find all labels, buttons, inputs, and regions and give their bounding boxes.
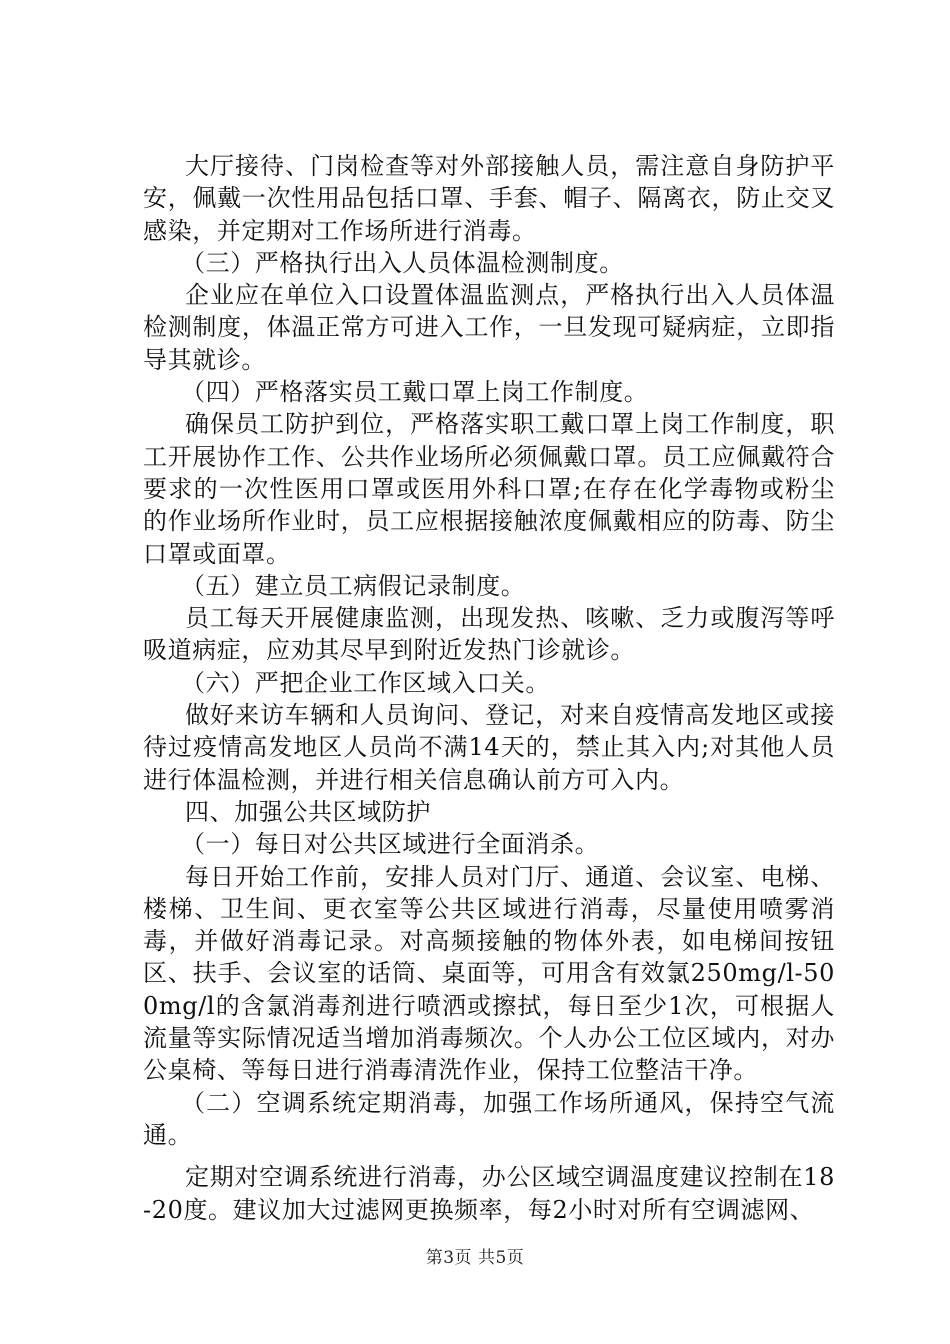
heading-temperature-check: （三）严格执行出入人员体温检测制度。 [181, 248, 624, 277]
heading-sick-leave-record: （五）建立员工病假记录制度。 [181, 571, 526, 600]
heading-daily-disinfection: （一）每日对公共区域进行全面消杀。 [181, 830, 600, 859]
paragraph-temperature-check: 企业应在单位入口设置体温监测点，严格执行出入人员体温检测制度，体温正常方可进入工作，一旦发现可疑病症，立即指导其就诊。 [143, 281, 835, 374]
paragraph-mask-policy: 确保员工防护到位，严格落实职工戴口罩上岗工作制度，职工开展协作工作、公共作业场所必须佩戴口罩。员工应佩戴符合要求的一次性医用口罩或医用外科口罩;在存在化学毒物或粉尘的作业场所作业时，员工应根据接触浓度佩戴相应的防毒、防尘口罩或面罩。 [143, 410, 835, 568]
paragraph-sick-leave-record: 员工每天开展健康监测，出现发热、咳嗽、乏力或腹泻等呼吸道病症，应劝其尽早到附近发热门诊就诊。 [143, 604, 835, 665]
document-body [143, 150, 835, 1226]
page-number-footer: 第3页 共5页 [425, 1248, 525, 1268]
paragraph-daily-disinfection: 每日开始工作前，安排人员对门厅、通道、会议室、电梯、楼梯、卫生间、更衣室等公共区域进行消毒，尽量使用喷雾消毒，并做好消毒记录。对高频接触的物体外表，如电梯间按钮区、扶手、会议室的话筒、桌面等，可用含有效氯250mg/l-500mg/l的含氯消毒剂进行喷洒或擦拭，每日至少1次，可根据人流量等实际情况适当增加消毒频次。个人办公工位区域内，对办公桌椅、等每日进行消毒清洗作业，保持工位整洁干净。 [143, 862, 835, 1085]
heading-entrance-control: （六）严把企业工作区域入口关。 [181, 668, 550, 697]
paragraph-entrance-control: 做好来访车辆和人员询问、登记，对来自疫情高发地区或接待过疫情高发地区人员尚不满14天的，禁止其入内;对其他人员进行体温检测，并进行相关信息确认前方可入内。 [143, 701, 835, 794]
section-heading-public-areas: 四、加强公共区域防护 [185, 797, 431, 826]
heading-mask-policy: （四）严格落实员工戴口罩上岗工作制度。 [181, 378, 649, 407]
paragraph-air-conditioning: 定期对空调系统进行消毒，办公区域空调温度建议控制在18-20度。建议加大过滤网更换频率，每2小时对所有空调滤网、 [143, 1163, 835, 1224]
heading-air-conditioning: （二）空调系统定期消毒，加强工作场所通风，保持空气流通。 [143, 1088, 835, 1149]
paragraph-reception-protection: 大厅接待、门岗检查等对外部接触人员，需注意自身防护平安，佩戴一次性用品包括口罩、手套、帽子、隔离衣，防止交叉感染，并定期对工作场所进行消毒。 [143, 152, 835, 245]
